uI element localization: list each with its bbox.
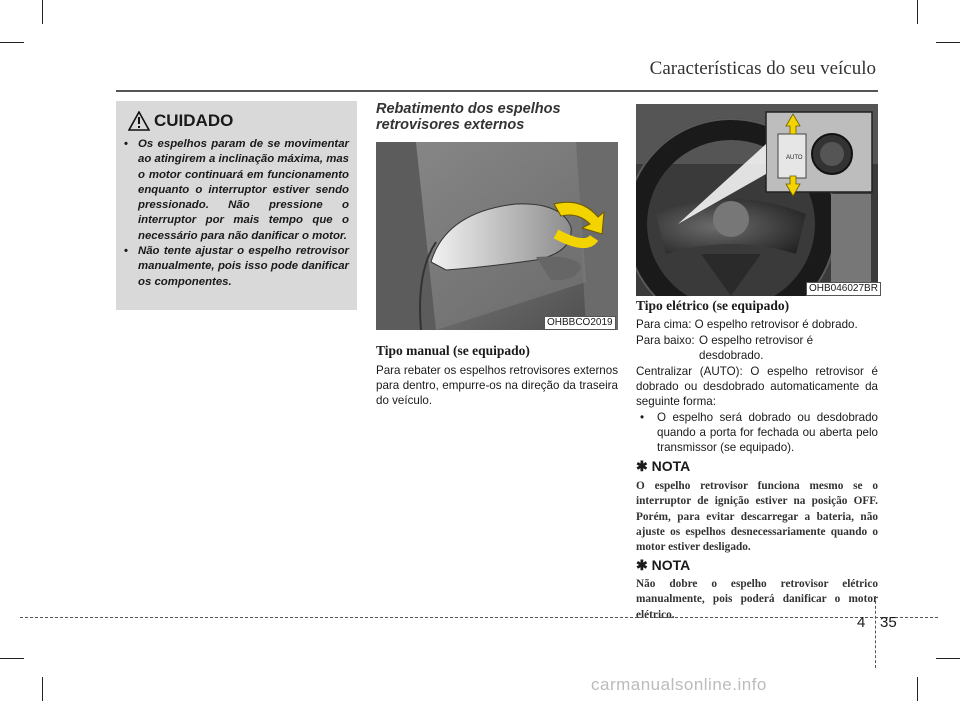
- electric-type-heading: Tipo elétrico (se equipado): [636, 298, 790, 313]
- header-rule: [116, 90, 878, 92]
- caution-box: [116, 101, 357, 310]
- auto-bullet-text: O espelho será dobrado ou desdobrado quando a porta for fechada ou aberta pelo transmissor (se equipado).: [657, 411, 878, 454]
- caution-list: [124, 137, 349, 290]
- crop-mark: [0, 658, 24, 659]
- fold-up-text: Para cima: O espelho retrovisor é dobrado.: [636, 318, 858, 331]
- star-icon: ✱: [636, 458, 648, 474]
- auto-switch-label: AUTO: [786, 155, 803, 161]
- footer-rule: [20, 617, 938, 618]
- crop-mark: [936, 42, 960, 43]
- nota-text: O espelho retrovisor funciona mesmo se o interruptor de ignição estiver na posição OFF. Porém, para evitar descarregar a bateria, não ajuste os espelhos desnecessariamente quando o motor estiver desligado.: [636, 480, 878, 554]
- steering-wheel-illustration: [636, 104, 878, 296]
- nota-heading: [636, 557, 690, 574]
- page-number: 35: [880, 614, 897, 631]
- caution-title: CUIDADO: [154, 111, 234, 130]
- warning-icon: [128, 111, 150, 131]
- crop-mark: [42, 0, 43, 24]
- fold-down-text: O espelho retrovisor é desdobrado.: [699, 334, 814, 362]
- nota-title: NOTA: [651, 458, 691, 474]
- crop-mark: [936, 658, 960, 659]
- nota-heading: [636, 458, 690, 475]
- caution-header: [128, 111, 233, 131]
- image-code: OHBBCO2019: [544, 316, 616, 330]
- manual-type-text: Para rebater os espelhos retrovisores externos para dentro, empurre-os na direção da traseira do veículo.: [376, 364, 618, 407]
- bullet-marker: •: [640, 411, 645, 424]
- nota-title: NOTA: [651, 557, 691, 573]
- watermark: carmanualsonline.info: [591, 675, 767, 694]
- page-header-title: Características do seu veículo: [649, 58, 876, 79]
- caution-item: • Não tente ajustar o espelho retrovisor manualmente, pois isso pode danificar os componentes.: [124, 245, 349, 288]
- crop-mark: [0, 42, 24, 43]
- crop-mark: [42, 677, 43, 701]
- auto-text: Centralizar (AUTO): O espelho retrovisor é dobrado ou desdobrado automaticamente da seguinte forma:: [636, 365, 878, 408]
- section-title: Rebatimento dos espelhos retrovisores externos: [376, 101, 561, 133]
- star-icon: ✱: [636, 557, 648, 573]
- footer-vertical-rule: [875, 596, 876, 668]
- crop-mark: [917, 0, 918, 24]
- side-mirror-illustration: [376, 142, 618, 330]
- image-code: OHB046027BR: [806, 282, 881, 296]
- nota-text: Não dobre o espelho retrovisor elétrico manualmente, pois poderá danificar o motor elétrico.: [636, 578, 878, 621]
- manual-type-heading: Tipo manual (se equipado): [376, 343, 530, 358]
- crop-mark: [917, 677, 918, 701]
- fold-down-label: Para baixo:: [636, 334, 695, 347]
- chapter-number: 4: [857, 614, 866, 631]
- caution-item: • Os espelhos param de se movimentar ao atingirem a inclinação máxima, mas o motor continuará em funcionamento enquanto o interruptor estiver sendo pressionado. Não pressione o interruptor por mais tempo que o necessário para não danificar o motor.: [124, 138, 349, 242]
